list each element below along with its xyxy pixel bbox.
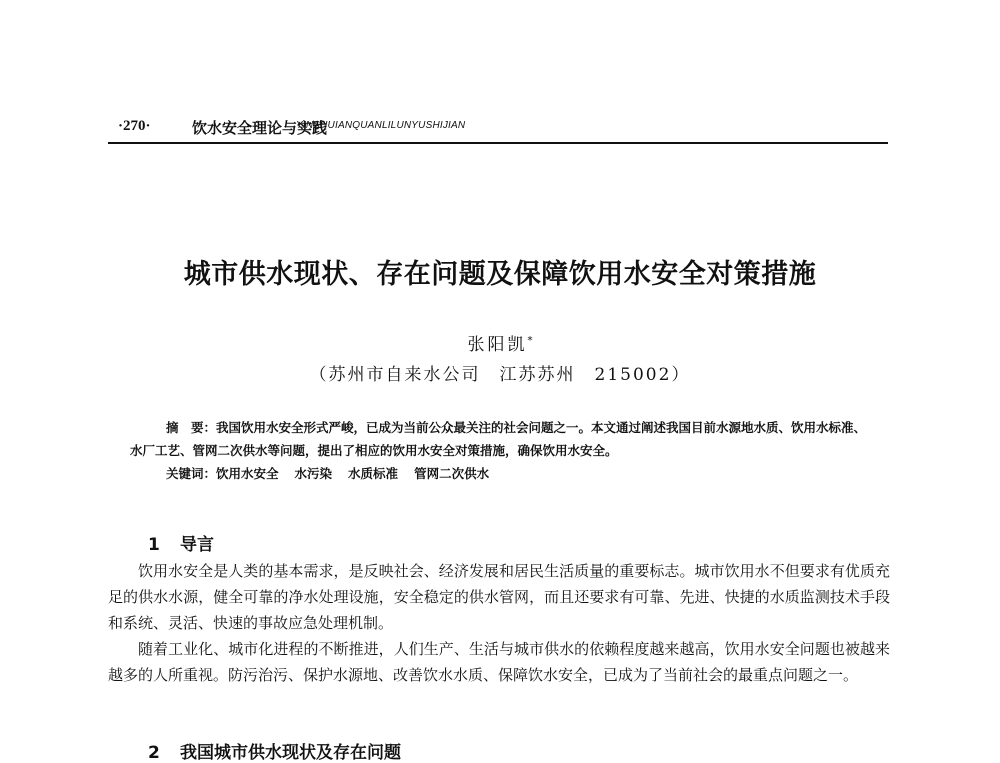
abstract-text: 我国饮用水安全形式严峻，已成为当前公众最关注的社会问题之一。本文通过阐述我国目前水源地水质、饮用水标准、水厂工艺、管网二次供水等问题，提出了相应的饮用水安全对策措施，确保饮用水安全。 xyxy=(130,420,867,458)
author-line xyxy=(0,330,1000,355)
abstract-paragraph xyxy=(130,416,870,462)
keyword: 水污染 xyxy=(294,466,333,481)
keyword: 管网二次供水 xyxy=(414,466,490,481)
abstract-block xyxy=(130,416,870,485)
section-title: 我国城市供水现状及存在问题 xyxy=(180,743,401,763)
page-number: ·270· xyxy=(118,118,151,134)
author-footnote-mark: * xyxy=(527,335,533,347)
section-title: 导言 xyxy=(180,535,214,555)
section-body xyxy=(108,558,890,688)
keywords-label: 关键词： xyxy=(166,466,217,481)
section-number: 2 xyxy=(148,743,160,763)
keyword: 饮用水安全 xyxy=(216,466,279,481)
abstract-label: 摘 要： xyxy=(166,420,217,435)
keywords-line xyxy=(130,462,870,485)
body-paragraph: 饮用水安全是人类的基本需求，是反映社会、经济发展和居民生活质量的重要标志。城市饮用水不但要求有优质充足的供水水源，健全可靠的净水处理设施，安全稳定的供水管网，而且还要求有可靠、先进、快捷的水质监测技术手段和系统、灵活、快速的事故应急处理机制。 xyxy=(108,562,890,632)
article-title: 城市供水现状、存在问题及保障饮用水安全对策措施 xyxy=(183,259,817,290)
body-paragraph: 随着工业化、城市化进程的不断推进，人们生产、生活与城市供水的依赖程度越来越高，饮用水安全问题也被越来越多的人所重视。防污治污、保护水源地、改善饮水水质、保障饮水安全，已成为了当前社会的最重点问题之一。 xyxy=(108,640,890,684)
author-affiliation: （苏州市自来水公司 江苏苏州 215002） xyxy=(309,365,691,385)
journal-pinyin: YINSHUIANQUANLILUNYUSHIJIAN xyxy=(296,120,466,131)
running-header xyxy=(108,108,888,144)
section-heading xyxy=(148,530,214,555)
keyword: 水质标准 xyxy=(348,466,399,481)
author-name: 张阳凯 xyxy=(467,335,528,355)
section-number: 1 xyxy=(148,535,160,555)
section-heading xyxy=(148,738,401,763)
journal-name: 饮水安全理论与实践 xyxy=(192,119,328,137)
